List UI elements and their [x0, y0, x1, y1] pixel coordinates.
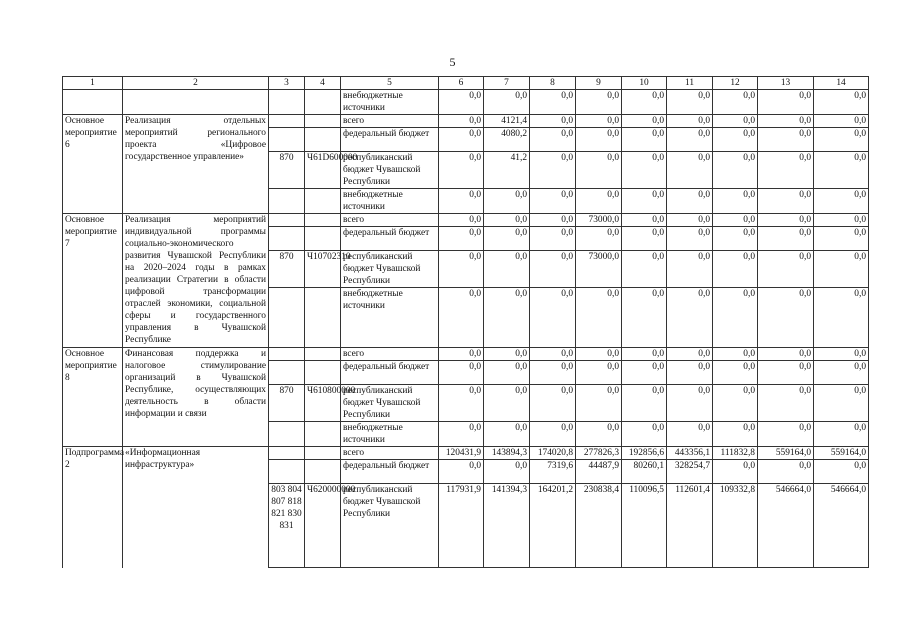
- amount-cell: 0,0: [576, 189, 622, 214]
- amount-cell: 0,0: [530, 115, 576, 128]
- amount-cell: 546664,0: [758, 484, 814, 568]
- amount-cell: 80260,1: [622, 460, 667, 484]
- amount-cell: 0,0: [758, 251, 814, 288]
- header-cell: 14: [814, 77, 869, 90]
- target-code-cell: [305, 90, 341, 115]
- header-cell: 1: [63, 77, 123, 90]
- amount-cell: 112601,4: [667, 484, 713, 568]
- funding-source-cell: федеральный бюджет: [341, 128, 439, 152]
- amount-cell: 0,0: [713, 361, 758, 385]
- amount-cell: 0,0: [667, 214, 713, 227]
- amount-cell: 546664,0: [814, 484, 869, 568]
- amount-cell: 0,0: [484, 361, 530, 385]
- amount-cell: 559164,0: [758, 447, 814, 460]
- amount-cell: 0,0: [713, 460, 758, 484]
- grbs-code-cell: [269, 348, 305, 361]
- funding-source-cell: внебюджетные источники: [341, 288, 439, 348]
- amount-cell: 0,0: [758, 189, 814, 214]
- target-code-cell: [305, 214, 341, 227]
- target-code-cell: [305, 460, 341, 484]
- amount-cell: 0,0: [713, 422, 758, 447]
- amount-cell: 0,0: [667, 115, 713, 128]
- amount-cell: 0,0: [814, 460, 869, 484]
- grbs-code-cell: [269, 447, 305, 460]
- amount-cell: 0,0: [622, 90, 667, 115]
- amount-cell: 0,0: [814, 115, 869, 128]
- amount-cell: 0,0: [484, 227, 530, 251]
- funding-source-cell: федеральный бюджет: [341, 361, 439, 385]
- grbs-code-cell: [269, 288, 305, 348]
- grbs-code-cell: [269, 460, 305, 484]
- amount-cell: 0,0: [814, 288, 869, 348]
- amount-cell: 0,0: [622, 361, 667, 385]
- amount-cell: 0,0: [439, 385, 484, 422]
- target-code-cell: Ч10702310: [305, 251, 341, 288]
- header-cell: 7: [484, 77, 530, 90]
- funding-source-cell: внебюджетные источники: [341, 90, 439, 115]
- event-name-cell: Основное мероприятие 6: [63, 115, 123, 214]
- grbs-code-cell: [269, 115, 305, 128]
- target-code-cell: Ч620000000: [305, 484, 341, 568]
- funding-source-cell: всего: [341, 447, 439, 460]
- grbs-code-cell: [269, 361, 305, 385]
- amount-cell: 0,0: [622, 227, 667, 251]
- header-row: [63, 77, 869, 90]
- grbs-code-cell: 870: [269, 251, 305, 288]
- amount-cell: 328254,7: [667, 460, 713, 484]
- amount-cell: 0,0: [667, 251, 713, 288]
- event-description-cell: Финансовая поддержка и налоговое стимулирование организаций в Чувашской Республике, осуществляющих деятельность в области информации и связи: [123, 348, 269, 447]
- amount-cell: 0,0: [576, 385, 622, 422]
- amount-cell: 0,0: [622, 152, 667, 189]
- amount-cell: 73000,0: [576, 251, 622, 288]
- funding-source-cell: внебюджетные источники: [341, 422, 439, 447]
- amount-cell: 0,0: [814, 214, 869, 227]
- amount-cell: 0,0: [530, 361, 576, 385]
- amount-cell: 0,0: [439, 422, 484, 447]
- amount-cell: 0,0: [484, 90, 530, 115]
- grbs-code-cell: [269, 422, 305, 447]
- amount-cell: 0,0: [439, 189, 484, 214]
- event-name-cell: Основное мероприятие 7: [63, 214, 123, 348]
- amount-cell: 110096,5: [622, 484, 667, 568]
- amount-cell: 0,0: [439, 348, 484, 361]
- amount-cell: 0,0: [814, 152, 869, 189]
- amount-cell: 0,0: [758, 227, 814, 251]
- funding-source-cell: республиканский бюджет Чувашской Республики: [341, 251, 439, 288]
- target-code-cell: [305, 189, 341, 214]
- amount-cell: 0,0: [530, 288, 576, 348]
- amount-cell: 0,0: [667, 422, 713, 447]
- table-row: [63, 214, 869, 227]
- amount-cell: 0,0: [530, 152, 576, 189]
- amount-cell: 0,0: [576, 128, 622, 152]
- header-cell: 8: [530, 77, 576, 90]
- amount-cell: 4121,4: [484, 115, 530, 128]
- amount-cell: 0,0: [814, 227, 869, 251]
- header-cell: 13: [758, 77, 814, 90]
- amount-cell: 0,0: [814, 361, 869, 385]
- header-cell: 3: [269, 77, 305, 90]
- amount-cell: 0,0: [814, 251, 869, 288]
- amount-cell: 0,0: [530, 251, 576, 288]
- amount-cell: 0,0: [758, 361, 814, 385]
- amount-cell: 0,0: [439, 460, 484, 484]
- amount-cell: 0,0: [814, 90, 869, 115]
- amount-cell: 0,0: [484, 189, 530, 214]
- amount-cell: 0,0: [484, 422, 530, 447]
- amount-cell: 109332,8: [713, 484, 758, 568]
- header-cell: 12: [713, 77, 758, 90]
- funding-source-cell: всего: [341, 115, 439, 128]
- amount-cell: 0,0: [439, 90, 484, 115]
- target-code-cell: [305, 422, 341, 447]
- amount-cell: 0,0: [814, 348, 869, 361]
- amount-cell: 0,0: [439, 152, 484, 189]
- amount-cell: 0,0: [576, 422, 622, 447]
- amount-cell: 0,0: [622, 288, 667, 348]
- amount-cell: 0,0: [622, 422, 667, 447]
- amount-cell: 111832,8: [713, 447, 758, 460]
- amount-cell: 0,0: [484, 251, 530, 288]
- amount-cell: 0,0: [713, 152, 758, 189]
- amount-cell: 0,0: [758, 152, 814, 189]
- amount-cell: 0,0: [667, 361, 713, 385]
- amount-cell: 0,0: [439, 227, 484, 251]
- target-code-cell: [305, 348, 341, 361]
- event-description-cell: Реализация отдельных мероприятий регионального проекта «Цифровое государственное управление»: [123, 115, 269, 214]
- amount-cell: 0,0: [758, 90, 814, 115]
- amount-cell: 0,0: [484, 385, 530, 422]
- amount-cell: 44487,9: [576, 460, 622, 484]
- grbs-code-cell: [269, 227, 305, 251]
- amount-cell: 192856,6: [622, 447, 667, 460]
- amount-cell: 0,0: [758, 348, 814, 361]
- amount-cell: 141394,3: [484, 484, 530, 568]
- amount-cell: 4080,2: [484, 128, 530, 152]
- amount-cell: 0,0: [484, 288, 530, 348]
- amount-cell: 0,0: [814, 385, 869, 422]
- amount-cell: 0,0: [439, 128, 484, 152]
- amount-cell: 0,0: [667, 128, 713, 152]
- event-name-cell: Подпрограмма 2: [63, 447, 123, 568]
- amount-cell: 0,0: [713, 348, 758, 361]
- grbs-code-cell: 870: [269, 385, 305, 422]
- funding-source-cell: федеральный бюджет: [341, 460, 439, 484]
- amount-cell: 0,0: [530, 128, 576, 152]
- event-name-cell: Основное мероприятие 8: [63, 348, 123, 447]
- amount-cell: 277826,3: [576, 447, 622, 460]
- amount-cell: 0,0: [576, 115, 622, 128]
- amount-cell: 143894,3: [484, 447, 530, 460]
- amount-cell: 0,0: [713, 214, 758, 227]
- budget-table: [62, 76, 869, 568]
- amount-cell: 0,0: [758, 422, 814, 447]
- amount-cell: 0,0: [484, 348, 530, 361]
- header-cell: 11: [667, 77, 713, 90]
- funding-source-cell: внебюджетные источники: [341, 189, 439, 214]
- amount-cell: 0,0: [439, 251, 484, 288]
- amount-cell: 174020,8: [530, 447, 576, 460]
- amount-cell: 0,0: [439, 115, 484, 128]
- amount-cell: 0,0: [814, 128, 869, 152]
- amount-cell: 443356,1: [667, 447, 713, 460]
- amount-cell: 0,0: [576, 90, 622, 115]
- amount-cell: 117931,9: [439, 484, 484, 568]
- target-code-cell: Ч61D600000: [305, 152, 341, 189]
- amount-cell: 230838,4: [576, 484, 622, 568]
- amount-cell: 0,0: [622, 115, 667, 128]
- header-cell: 6: [439, 77, 484, 90]
- table-row: [63, 90, 869, 115]
- amount-cell: 0,0: [758, 128, 814, 152]
- amount-cell: 0,0: [667, 189, 713, 214]
- target-code-cell: [305, 447, 341, 460]
- amount-cell: 0,0: [758, 214, 814, 227]
- amount-cell: 0,0: [667, 152, 713, 189]
- funding-source-cell: федеральный бюджет: [341, 227, 439, 251]
- amount-cell: 0,0: [484, 214, 530, 227]
- amount-cell: 0,0: [530, 348, 576, 361]
- amount-cell: 0,0: [530, 385, 576, 422]
- amount-cell: 0,0: [622, 385, 667, 422]
- amount-cell: 0,0: [713, 251, 758, 288]
- amount-cell: 0,0: [530, 422, 576, 447]
- amount-cell: 0,0: [814, 189, 869, 214]
- event-description-cell: Реализация мероприятий индивидуальной программы социально-экономического развития Чувашской Республики на 2020–2024 годы в рамках реализации Стратегии в области цифровой трансформации отраслей экономики, социальной сферы и государственного управления в Чувашской Республике: [123, 214, 269, 348]
- amount-cell: 0,0: [667, 227, 713, 251]
- amount-cell: 0,0: [814, 422, 869, 447]
- funding-source-cell: республиканский бюджет Чувашской Республики: [341, 152, 439, 189]
- amount-cell: 559164,0: [814, 447, 869, 460]
- target-code-cell: [305, 128, 341, 152]
- header-cell: 2: [123, 77, 269, 90]
- header-cell: 4: [305, 77, 341, 90]
- target-code-cell: [305, 115, 341, 128]
- target-code-cell: [305, 227, 341, 251]
- amount-cell: 0,0: [576, 361, 622, 385]
- amount-cell: 0,0: [439, 214, 484, 227]
- amount-cell: 0,0: [667, 385, 713, 422]
- amount-cell: 0,0: [667, 90, 713, 115]
- amount-cell: 0,0: [576, 288, 622, 348]
- header-cell: 10: [622, 77, 667, 90]
- amount-cell: 0,0: [713, 189, 758, 214]
- amount-cell: 7319,6: [530, 460, 576, 484]
- amount-cell: 41,2: [484, 152, 530, 189]
- event-description-cell: [123, 90, 269, 115]
- target-code-cell: [305, 288, 341, 348]
- target-code-cell: Ч610800000: [305, 385, 341, 422]
- amount-cell: 0,0: [530, 90, 576, 115]
- header-cell: 9: [576, 77, 622, 90]
- amount-cell: 120431,9: [439, 447, 484, 460]
- grbs-code-cell: [269, 214, 305, 227]
- amount-cell: 0,0: [758, 288, 814, 348]
- grbs-code-cell: [269, 189, 305, 214]
- amount-cell: 0,0: [439, 361, 484, 385]
- amount-cell: 0,0: [713, 288, 758, 348]
- target-code-cell: [305, 361, 341, 385]
- amount-cell: 0,0: [622, 128, 667, 152]
- funding-source-cell: всего: [341, 214, 439, 227]
- amount-cell: 164201,2: [530, 484, 576, 568]
- amount-cell: 0,0: [713, 128, 758, 152]
- amount-cell: 0,0: [576, 227, 622, 251]
- funding-source-cell: республиканский бюджет Чувашской Республики: [341, 484, 439, 568]
- event-name-cell: [63, 90, 123, 115]
- amount-cell: 0,0: [530, 189, 576, 214]
- amount-cell: 0,0: [667, 288, 713, 348]
- grbs-code-cell: 803 804 807 818 821 830 831: [269, 484, 305, 568]
- amount-cell: 0,0: [576, 348, 622, 361]
- grbs-code-cell: 870: [269, 152, 305, 189]
- amount-cell: 0,0: [758, 385, 814, 422]
- page-number: 5: [449, 55, 456, 69]
- amount-cell: 0,0: [439, 288, 484, 348]
- amount-cell: 0,0: [667, 348, 713, 361]
- amount-cell: 0,0: [530, 227, 576, 251]
- amount-cell: 0,0: [713, 227, 758, 251]
- amount-cell: 0,0: [530, 214, 576, 227]
- funding-source-cell: республиканский бюджет Чувашской Республики: [341, 385, 439, 422]
- amount-cell: 0,0: [576, 152, 622, 189]
- amount-cell: 0,0: [622, 251, 667, 288]
- table-row: [63, 447, 869, 460]
- grbs-code-cell: [269, 90, 305, 115]
- amount-cell: 0,0: [758, 460, 814, 484]
- header-cell: 5: [341, 77, 439, 90]
- grbs-code-cell: [269, 128, 305, 152]
- amount-cell: 0,0: [622, 214, 667, 227]
- amount-cell: 0,0: [484, 460, 530, 484]
- amount-cell: 0,0: [713, 90, 758, 115]
- event-description-cell: «Информационная инфраструктура»: [123, 447, 269, 568]
- amount-cell: 0,0: [622, 189, 667, 214]
- table-row: [63, 115, 869, 128]
- amount-cell: 0,0: [713, 115, 758, 128]
- table-row: [63, 348, 869, 361]
- amount-cell: 0,0: [713, 385, 758, 422]
- funding-source-cell: всего: [341, 348, 439, 361]
- amount-cell: 73000,0: [576, 214, 622, 227]
- amount-cell: 0,0: [622, 348, 667, 361]
- amount-cell: 0,0: [758, 115, 814, 128]
